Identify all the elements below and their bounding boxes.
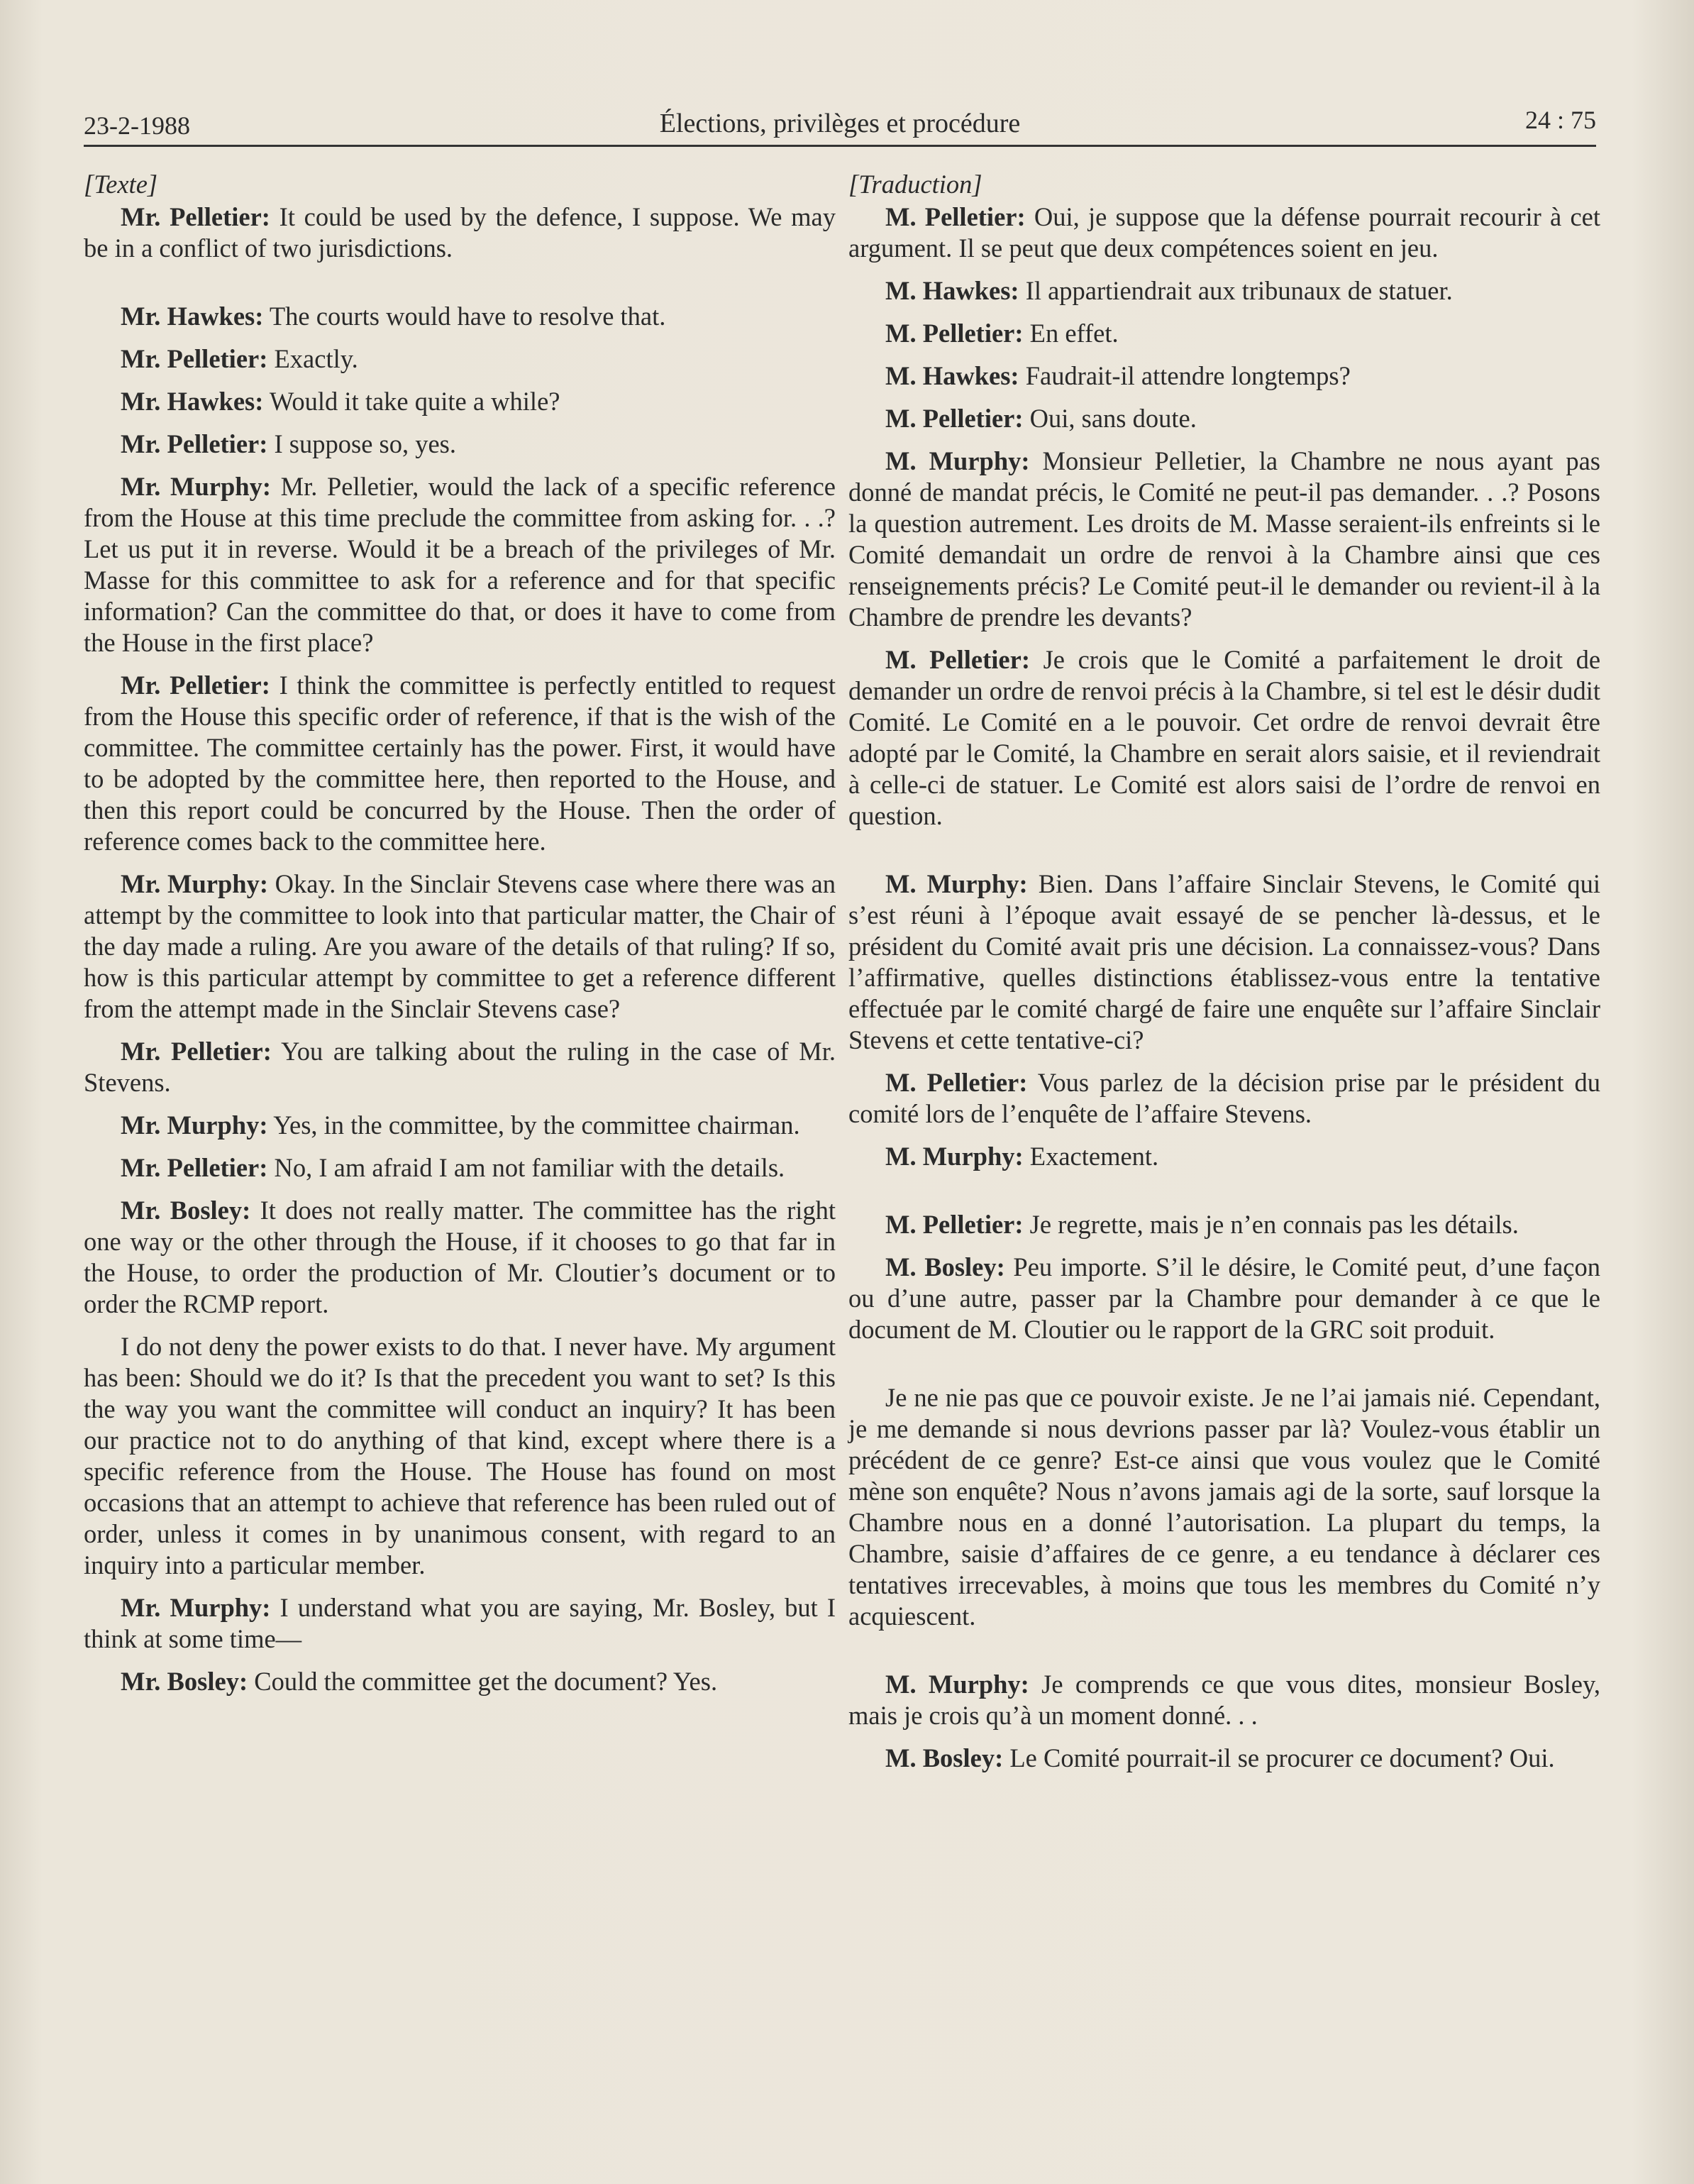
paragraph-text: Faudrait-il attendre longtemps? xyxy=(1019,361,1351,390)
paragraph xyxy=(84,670,836,857)
speaker-name: Mr. Bosley: xyxy=(121,1667,248,1696)
column-label: [Traduction] xyxy=(848,170,982,199)
header-page-number: 24 : 75 xyxy=(1524,106,1596,134)
paragraph xyxy=(84,471,836,658)
speaker-name: M. Pelletier: xyxy=(885,404,1024,433)
english-column xyxy=(84,169,836,1709)
speaker-name: M. Pelletier: xyxy=(885,1210,1024,1239)
speaker-name: Mr. Murphy: xyxy=(121,869,268,898)
paragraph-text: Exactly. xyxy=(267,344,358,373)
speaker-name: M. Pelletier: xyxy=(885,1068,1028,1097)
speaker-name: Mr. Pelletier: xyxy=(121,344,268,373)
paragraph xyxy=(84,301,836,332)
paragraph-text: Monsieur Pelletier, la Chambre ne nous ayant pas donné de mandat précis, le Comité ne peut-il pas demander. . .? Posons la question autrement. Les droits de M. Masse seraient-ils enfreints si le Comité demandait un ordre de renvoi à la Chambre ainsi que ces renseignements précis? Le Comité peut-il le demander ou revient-il à la Chambre de prendre les devants? xyxy=(848,446,1601,632)
speaker-name: M. Murphy: xyxy=(885,1142,1024,1171)
paragraph-text: I think the committee is perfectly entitled to request from the House this specific order of reference, if that is the wish of the committee. The committee certainly has the power. First, it would have to be adopted by the committee here, then reported to the House, and then this report could be concurred by the House. Then the order of reference comes back to the committee here. xyxy=(84,671,836,856)
paragraph xyxy=(84,1110,836,1141)
speaker-name: M. Murphy: xyxy=(885,869,1028,898)
speaker-name: Mr. Murphy: xyxy=(121,1110,268,1140)
paragraph-text: Je crois que le Comité a parfaitement le droit de demander un ordre de renvoi précis à la Chambre, si tel est le désir dudit Comité. Le Comité en a le pouvoir. Cet ordre de renvoi devrait être adopté par le Comité, la Chambre en serait alors saisie, et il reviendrait à celle-ci de statuer. Le Comité est alors saisi de l’ordre de renvoi en question. xyxy=(848,645,1601,830)
speaker-name: M. Murphy: xyxy=(885,1670,1029,1699)
paragraph xyxy=(848,275,1600,307)
speaker-name: M. Pelletier: xyxy=(885,645,1030,674)
header-title: Élections, privilèges et procédure xyxy=(659,109,1021,138)
paragraph-text: Exactement. xyxy=(1023,1142,1159,1171)
paragraph xyxy=(848,202,1600,264)
paragraph-text: I suppose so, yes. xyxy=(267,429,457,458)
paragraph xyxy=(84,1592,836,1655)
paragraph xyxy=(84,1331,836,1581)
paragraph-text: Oui, sans doute. xyxy=(1023,404,1197,433)
speaker-name: Mr. Pelletier: xyxy=(121,429,268,458)
paragraph-text: Le Comité pourrait-il se procurer ce document? Oui. xyxy=(1003,1743,1555,1772)
paragraph-text: It does not really matter. The committee has the right one way or the other through the House, if it chooses to go that far in the House, to order the production of Mr. Cloutier’s document or to order the RCMP report. xyxy=(84,1196,836,1318)
speaker-name: Mr. Murphy: xyxy=(121,1593,271,1622)
speaker-name: M. Pelletier: xyxy=(885,202,1026,231)
paragraph xyxy=(848,1141,1600,1172)
speaker-name: Mr. Pelletier: xyxy=(121,202,270,231)
speaker-name: Mr. Hawkes: xyxy=(121,387,264,416)
paragraph xyxy=(84,1036,836,1098)
paragraph-text: Would it take quite a while? xyxy=(263,387,560,416)
speaker-name: M. Pelletier: xyxy=(885,319,1024,348)
paragraph-text: Vous parlez de la décision prise par le président du comité lors de l’enquête de l’affaire Stevens. xyxy=(848,1068,1600,1128)
paragraph-text: Oui, je suppose que la défense pourrait recourir à cet argument. Il se peut que deux compétences soient en jeu. xyxy=(848,202,1601,263)
paragraph xyxy=(848,1067,1600,1130)
speaker-name: Mr. Hawkes: xyxy=(121,302,264,331)
paragraph-text: It could be used by the defence, I suppose. We may be in a conflict of two jurisdictions. xyxy=(84,202,836,263)
speaker-name: Mr. Pelletier: xyxy=(121,1153,268,1182)
paragraph xyxy=(84,1152,836,1184)
paragraph-text: Bien. Dans l’affaire Sinclair Stevens, le Comité qui s’est réuni à l’époque avait essayé de se pencher là-dessus, et le président du Comité avait pris une décision. La connaissez-vous? Dans l’affirmative, quelles distinctions établissez-vous entre la tentative effectuée par le comité chargé de faire une enquête sur l’affaire Sinclair Stevens et cette tentative-ci? xyxy=(848,869,1600,1054)
paragraph-text: Mr. Pelletier, would the lack of a specific reference from the House at this time preclude the committee from asking for. . .? Let us put it in reverse. Would it be a breach of the privileges of Mr. Masse for this committee to ask for a reference and for that specific information? Can the committee do that, or does it have to come from the House in the first place? xyxy=(84,472,836,657)
paragraph-text: You are talking about the ruling in the case of Mr. Stevens. xyxy=(84,1037,836,1097)
paragraph-text: En effet. xyxy=(1023,319,1119,348)
speaker-name: M. Bosley: xyxy=(885,1252,1005,1281)
french-column xyxy=(848,169,1600,1785)
running-header xyxy=(84,105,1596,147)
speaker-name: M. Hawkes: xyxy=(885,361,1019,390)
paragraph-text: I understand what you are saying, Mr. Bosley, but I think at some time— xyxy=(84,1593,836,1653)
paragraph xyxy=(848,360,1600,392)
paragraph xyxy=(84,1666,836,1697)
paragraph-text: Yes, in the committee, by the committee chairman. xyxy=(267,1110,800,1140)
paragraph xyxy=(84,386,836,417)
speaker-name: M. Bosley: xyxy=(885,1743,1004,1772)
paragraph xyxy=(848,868,1600,1056)
paragraph xyxy=(848,446,1600,633)
paragraph xyxy=(84,202,836,264)
paragraph xyxy=(848,1382,1600,1632)
paragraph-text: Je ne nie pas que ce pouvoir existe. Je ne l’ai jamais nié. Cependant, je me demande si nous devrions passer par là? Voulez-vous établir un précédent de ce genre? Est-ce ainsi que vous voulez que le Comité mène son enquête? Nous n’avons jamais agi de la sorte, sauf lorsque la Chambre nous en a donné l’autorisation. La plupart du temps, la Chambre, saisie d’affaires de ce genre, a eu tendance à déclarer ces tentatives irrecevables, à moins que tous les membres du Comité n’y acquiescent. xyxy=(848,1383,1600,1631)
paragraph xyxy=(84,429,836,460)
paragraph xyxy=(848,1252,1600,1345)
speaker-name: M. Murphy: xyxy=(885,446,1030,475)
speaker-name: M. Hawkes: xyxy=(885,276,1019,305)
paragraph xyxy=(848,403,1600,434)
paragraph xyxy=(848,318,1600,349)
paragraph-text: Could the committee get the document? Yes. xyxy=(248,1667,718,1696)
paragraph xyxy=(848,644,1600,832)
paragraph-text: Je comprends ce que vous dites, monsieur Bosley, mais je crois qu’à un moment donné. . . xyxy=(848,1670,1600,1730)
speaker-name: Mr. Bosley: xyxy=(121,1196,251,1225)
paragraph-text: No, I am afraid I am not familiar with the details. xyxy=(267,1153,785,1182)
paragraph xyxy=(84,868,836,1025)
paragraph-text: Peu importe. S’il le désire, le Comité peut, d’une façon ou d’une autre, passer par la Chambre pour demander à ce que le document de M. Cloutier ou le rapport de la GRC soit produit. xyxy=(848,1252,1600,1344)
paragraph-text: I do not deny the power exists to do that. I never have. My argument has been: Should we do it? Is that the precedent you want to set? Is this the way you want the committee will conduct an inquiry? It has been our practice not to do anything of that kind, except where there is a specific reference from the House. The House has found on most occasions that an attempt to achieve that reference has been ruled out of order, unless it comes in by unanimous consent, with regard to an inquiry into a particular member. xyxy=(84,1332,836,1579)
paragraph-text: Okay. In the Sinclair Stevens case where there was an attempt by the committee to look into that particular matter, the Chair of the day made a ruling. Are you aware of the details of that ruling? If so, how is this particular attempt by committee to get a reference different from the attempt made in the Sinclair Stevens case? xyxy=(84,869,836,1023)
paragraph xyxy=(84,1195,836,1320)
paragraph xyxy=(84,343,836,375)
paragraph-text: Il appartiendrait aux tribunaux de statuer. xyxy=(1019,276,1453,305)
speaker-name: Mr. Murphy: xyxy=(121,472,271,501)
speaker-name: Mr. Pelletier: xyxy=(121,671,270,700)
paragraph-text: Je regrette, mais je n’en connais pas les détails. xyxy=(1023,1210,1519,1239)
column-label: [Texte] xyxy=(84,170,158,199)
paragraph xyxy=(848,1743,1600,1774)
paragraph-text: The courts would have to resolve that. xyxy=(263,302,666,331)
header-date: 23-2-1988 xyxy=(84,111,190,140)
paragraph xyxy=(848,1669,1600,1731)
paragraph xyxy=(848,1209,1600,1240)
speaker-name: Mr. Pelletier: xyxy=(121,1037,272,1066)
